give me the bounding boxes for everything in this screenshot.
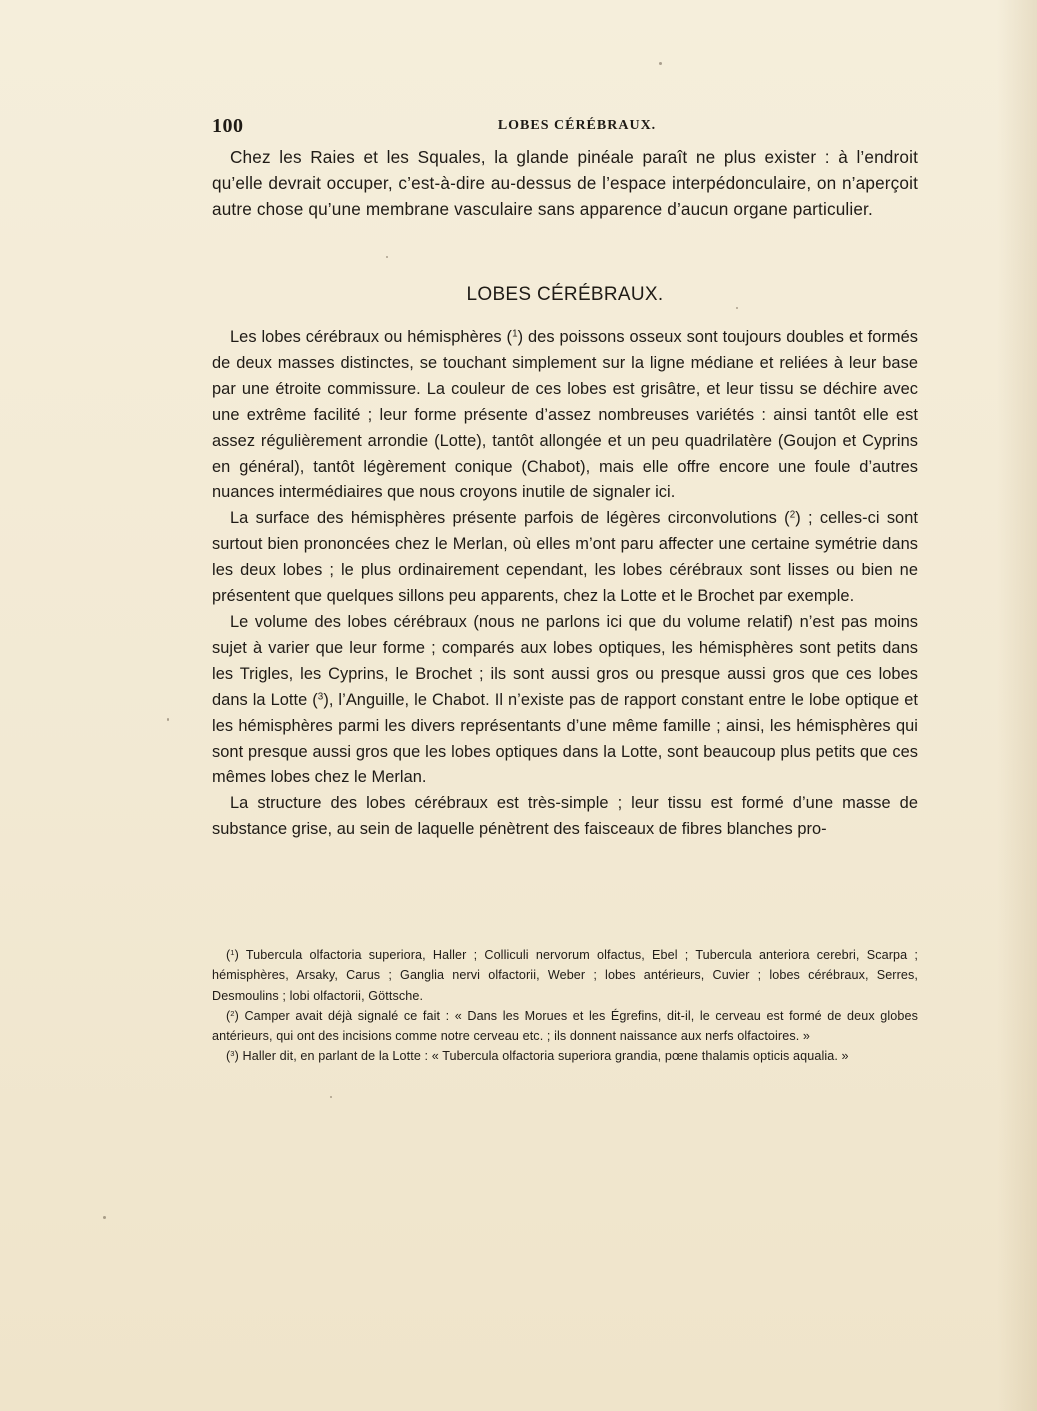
paragraph-text: La structure des lobes cérébraux est très-simple ; leur tissu est formé d’une masse de substance grise, au sein de laquelle pénètrent des faisceaux de fibres blanches pro-: [212, 794, 918, 839]
footnote-marker: 1: [230, 947, 235, 957]
footnote-reference: 1: [512, 328, 518, 340]
footnote-text: Camper avait déjà signalé ce fait : « Dans les Morues et les Égrefins, dit-il, le cerveau est formé de deux globes antérieurs, qui ont des incisions comme notre cerveau etc. ; ils donnent naissance aux nerfs olfactoires. »: [212, 1008, 918, 1044]
footnote: ($^2$) Camper avait déjà signalé ce fait : « Dans les Morues et les Égrefins, dit-il, le cerveau est formé de deux globes antérieurs, qui ont des incisions comme notre cerveau etc. ; ils donnent naissance aux nerfs olfactoires. »: [212, 1008, 918, 1044]
footnote-marker: 2: [230, 1008, 235, 1018]
paragraph-text: ) ; celles-ci sont surtout bien prononcées chez le Merlan, où elles m’ont paru affecter une certaine symétrie dans les deux lobes ; le plus ordinairement cependant, les lobes cérébraux sont lisses ou bien ne présentent que quelques sillons peu apparents, chez la Lotte et le Brochet par exemple.: [212, 509, 918, 606]
footnote-marker: 3: [230, 1049, 235, 1059]
running-title: LOBES CÉRÉBRAUX.: [497, 118, 657, 133]
page-edge-shadow: [997, 0, 1037, 1411]
footnote-reference: 3: [317, 691, 324, 703]
paragraph-text: ), l’Anguille, le Chabot. Il n’existe pas de rapport constant entre le lobe optique et les hémisphères parmi les divers représentants d’une même famille ; ainsi, les hémisphères qui sont presque aussi gros que les lobes optiques dans la Lotte, sont beaucoup plus petits que ces mêmes lobes chez le Merlan.: [212, 690, 919, 787]
paper-speck: [736, 307, 738, 309]
running-head: [212, 115, 918, 139]
section-paragraph: [212, 506, 918, 610]
footnote-reference: 2: [789, 509, 796, 521]
paper-speck: [103, 1216, 106, 1219]
paragraph-text: La surface des hémisphères présente parfois de légères circonvolutions (: [230, 509, 790, 528]
paragraph-text: ) des poissons osseux sont toujours doubles et formés de deux masses distinctes, se touchant simplement sur la ligne médiane et reliées à leur base par une étroite commissure. La couleur de ces lobes est grisâtre, et leur tissu se déchire avec une extrême facilité ; leur forme présente d’assez nombreuses variétés : ainsi tantôt elle est assez régulièrement arrondie (Lotte), tantôt allongée et un peu quadrilatère (Goujon et Cyprins en général), tantôt légèrement conique (Chabot), mais elle offre encore une foule d’autres nuances intermédiaires que nous croyons inutile de signaler ici.: [212, 328, 918, 502]
section-paragraph: [212, 325, 918, 506]
section-paragraph: [212, 610, 918, 791]
intro-text: [212, 145, 918, 223]
footnote-text: Haller dit, en parlant de la Lotte : « Tubercula olfactoria superiora grandia, pœne thalamis opticis aqualia. »: [242, 1049, 849, 1064]
section-heading: LOBES CÉRÉBRAUX.: [466, 284, 664, 305]
paragraph-text: Les lobes cérébraux ou hémisphères (: [230, 328, 513, 346]
footnotes: [212, 945, 918, 1067]
page-number: 100: [212, 115, 244, 137]
paper-speck: [659, 62, 662, 65]
paper-speck: [330, 1096, 332, 1098]
paragraph-text: Le volume des lobes cérébraux (nous ne parlons ici que du volume relatif) n’est pas moins sujet à varier que leur forme ; comparés aux lobes optiques, les hémisphères sont petits dans les Trigles, les Cyprins, le Brochet ; ils sont aussi gros ou presque aussi gros que ces lobes dans la Lotte (: [212, 612, 918, 709]
section-body: [212, 325, 918, 843]
footnote: ($^1$) Tubercula olfactoria superiora, Haller ; Colliculi nervorum olfactus, Ebel ; Tubercula anteriora cerebri, Scarpa ; hémisphères, Arsaky, Carus ; Ganglia nervi olfactorii, Weber ; lobes antérieurs, Cuvier ; lobes cérébraux, Serres, Desmoulins ; lobi olfactorii, Göttsche.: [212, 947, 918, 1003]
footnote: ($^3$) Haller dit, en parlant de la Lotte : « Tubercula olfactoria superiora grandia, pœne thalamis opticis aqualia. »: [226, 1049, 849, 1064]
footnote-text: Tubercula olfactoria superiora, Haller ; Colliculi nervorum olfactus, Ebel ; Tubercula anteriora cerebri, Scarpa ; hémisphères, Arsaky, Carus ; Ganglia nervi olfactorii, Weber ; lobes antérieurs, Cuvier ; lobes cérébraux, Serres, Desmoulins ; lobi olfactorii, Göttsche.: [212, 948, 918, 1003]
paper-speck: [386, 256, 388, 258]
intro-paragraph: Chez les Raies et les Squales, la glande pinéale paraît ne plus exister : à l’endroit qu’elle devrait occuper, c’est-à-dire au-dessus de l’espace interpédonculaire, on n’aperçoit autre chose qu’une membrane vasculaire sans apparence d’aucun organe particulier.: [212, 147, 918, 219]
paper-speck: [167, 718, 169, 721]
section-paragraph: [212, 791, 918, 843]
